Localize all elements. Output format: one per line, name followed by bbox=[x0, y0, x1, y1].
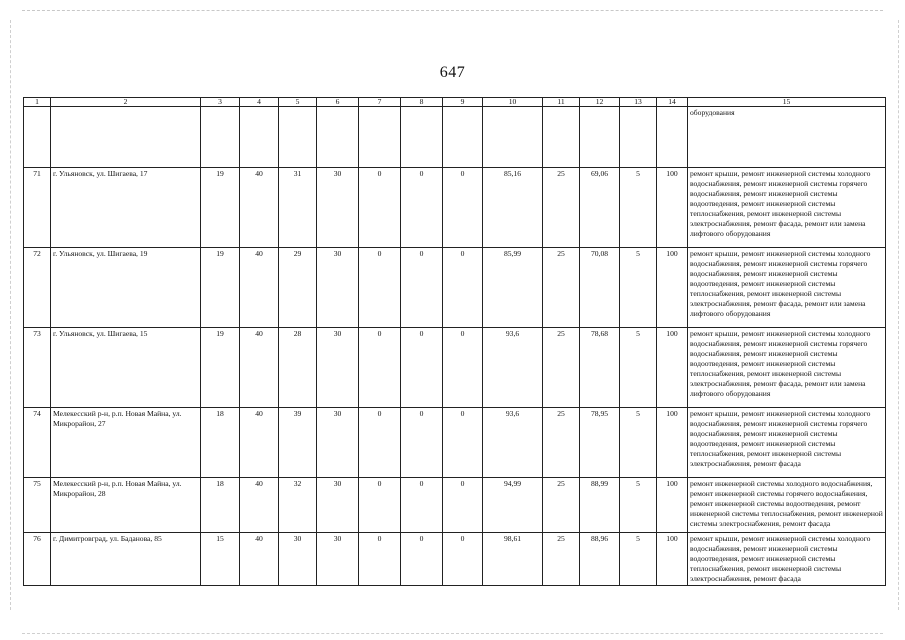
cell-value: 0 bbox=[359, 408, 401, 478]
cell-value: 100 bbox=[657, 328, 688, 408]
column-header: 1 bbox=[24, 98, 51, 107]
table-row bbox=[24, 533, 886, 586]
cell-value: 69,06 bbox=[580, 168, 620, 248]
cell-value: 31 bbox=[279, 168, 317, 248]
cell-value: 40 bbox=[240, 248, 279, 328]
cell-value: 30 bbox=[279, 533, 317, 586]
scan-edge-top bbox=[22, 10, 883, 11]
cell-value: 15 bbox=[201, 533, 240, 586]
cell-value: 0 bbox=[443, 478, 483, 533]
cell-value bbox=[240, 107, 279, 168]
scan-edge-left bbox=[10, 20, 11, 610]
cell-value: 0 bbox=[443, 248, 483, 328]
cell-value: 0 bbox=[401, 533, 443, 586]
column-header: 8 bbox=[401, 98, 443, 107]
column-header: 3 bbox=[201, 98, 240, 107]
cell-value: 0 bbox=[443, 328, 483, 408]
cell-value: 5 bbox=[620, 478, 657, 533]
cell-value: 5 bbox=[620, 328, 657, 408]
cell-value: 5 bbox=[620, 248, 657, 328]
column-header: 14 bbox=[657, 98, 688, 107]
address: г. Димитровград, ул. Баданова, 85 bbox=[51, 533, 201, 586]
cell-value: 18 bbox=[201, 478, 240, 533]
repair-program-table bbox=[23, 97, 886, 586]
cell-value bbox=[620, 107, 657, 168]
cell-value: 40 bbox=[240, 168, 279, 248]
cell-value: 0 bbox=[443, 533, 483, 586]
cell-value: 25 bbox=[543, 478, 580, 533]
cell-value: 0 bbox=[401, 408, 443, 478]
column-header: 2 bbox=[51, 98, 201, 107]
column-header: 4 bbox=[240, 98, 279, 107]
scan-edge-right bbox=[898, 20, 899, 610]
cell-value: 5 bbox=[620, 408, 657, 478]
cell-value: 5 bbox=[620, 168, 657, 248]
address: Мелекесский р-н, р.п. Новая Майна, ул. Микрорайон, 27 bbox=[51, 408, 201, 478]
cell-value: 100 bbox=[657, 408, 688, 478]
row-number: 72 bbox=[24, 248, 51, 328]
cell-value: 40 bbox=[240, 533, 279, 586]
works-list: ремонт крыши, ремонт инженерной системы холодного водоснабжения, ремонт инженерной системы горячего водоснабжения, ремонт инженерной системы водоотведения, ремонт инженерной системы теплоснабжения, ремонт инженерной системы электроснабжения, ремонт фасада, ремонт или замена лифтового оборудования bbox=[688, 328, 886, 408]
cell-value bbox=[483, 107, 543, 168]
cell-value: 0 bbox=[359, 533, 401, 586]
cell-value: 25 bbox=[543, 168, 580, 248]
cell-value: 25 bbox=[543, 408, 580, 478]
cell-value: 93,6 bbox=[483, 408, 543, 478]
works-list: ремонт инженерной системы холодного водоснабжения, ремонт инженерной системы горячего водоснабжения, ремонт инженерной системы водоотведения, ремонт инженерной системы теплоснабжения, ремонт инженерной системы электроснабжения, ремонт фасада bbox=[688, 478, 886, 533]
column-header: 12 bbox=[580, 98, 620, 107]
cell-value: 0 bbox=[359, 328, 401, 408]
cell-value bbox=[580, 107, 620, 168]
cell-value: 30 bbox=[317, 328, 359, 408]
cell-value: 0 bbox=[401, 248, 443, 328]
cell-value bbox=[401, 107, 443, 168]
cell-value: 85,99 bbox=[483, 248, 543, 328]
cell-value: 39 bbox=[279, 408, 317, 478]
cell-value: 30 bbox=[317, 478, 359, 533]
cell-value bbox=[279, 107, 317, 168]
cell-value: 98,61 bbox=[483, 533, 543, 586]
column-header: 6 bbox=[317, 98, 359, 107]
cell-value: 0 bbox=[443, 168, 483, 248]
cell-value: 19 bbox=[201, 168, 240, 248]
column-header: 15 bbox=[688, 98, 886, 107]
address bbox=[51, 107, 201, 168]
cell-value: 100 bbox=[657, 478, 688, 533]
cell-value: 78,68 bbox=[580, 328, 620, 408]
column-header: 5 bbox=[279, 98, 317, 107]
row-number: 75 bbox=[24, 478, 51, 533]
cell-value: 30 bbox=[317, 248, 359, 328]
cell-value: 32 bbox=[279, 478, 317, 533]
cell-value: 19 bbox=[201, 328, 240, 408]
cell-value bbox=[443, 107, 483, 168]
cell-value: 29 bbox=[279, 248, 317, 328]
address: г. Ульяновск, ул. Шигаева, 15 bbox=[51, 328, 201, 408]
cell-value: 19 bbox=[201, 248, 240, 328]
row-number: 74 bbox=[24, 408, 51, 478]
scan-edge-bottom bbox=[22, 633, 883, 634]
cell-value: 100 bbox=[657, 168, 688, 248]
cell-value: 100 bbox=[657, 248, 688, 328]
cell-value: 100 bbox=[657, 533, 688, 586]
cell-value: 93,6 bbox=[483, 328, 543, 408]
works-list: ремонт крыши, ремонт инженерной системы холодного водоснабжения, ремонт инженерной системы горячего водоснабжения, ремонт инженерной системы водоотведения, ремонт инженерной системы теплоснабжения, ремонт инженерной системы электроснабжения, ремонт фасада bbox=[688, 408, 886, 478]
cell-value: 0 bbox=[359, 478, 401, 533]
cell-value: 25 bbox=[543, 248, 580, 328]
cell-value: 40 bbox=[240, 408, 279, 478]
cell-value: 30 bbox=[317, 533, 359, 586]
cell-value: 30 bbox=[317, 168, 359, 248]
table-row bbox=[24, 248, 886, 328]
cell-value bbox=[657, 107, 688, 168]
address: г. Ульяновск, ул. Шигаева, 19 bbox=[51, 248, 201, 328]
column-header: 10 bbox=[483, 98, 543, 107]
column-header: 11 bbox=[543, 98, 580, 107]
cell-value: 78,95 bbox=[580, 408, 620, 478]
cell-value: 5 bbox=[620, 533, 657, 586]
column-header: 9 bbox=[443, 98, 483, 107]
row-number: 76 bbox=[24, 533, 51, 586]
works-list: оборудования bbox=[688, 107, 886, 168]
cell-value: 0 bbox=[401, 168, 443, 248]
cell-value: 94,99 bbox=[483, 478, 543, 533]
works-list: ремонт крыши, ремонт инженерной системы холодного водоснабжения, ремонт инженерной системы водоотведения, ремонт инженерной системы теплоснабжения, ремонт инженерной системы электроснабжения, ремонт фасада bbox=[688, 533, 886, 586]
cell-value: 88,96 bbox=[580, 533, 620, 586]
cell-value bbox=[201, 107, 240, 168]
address: г. Ульяновск, ул. Шигаева, 17 bbox=[51, 168, 201, 248]
column-number-row bbox=[24, 98, 886, 107]
cell-value bbox=[543, 107, 580, 168]
cell-value: 40 bbox=[240, 478, 279, 533]
works-list: ремонт крыши, ремонт инженерной системы холодного водоснабжения, ремонт инженерной системы горячего водоснабжения, ремонт инженерной системы водоотведения, ремонт инженерной системы теплоснабжения, ремонт инженерной системы электроснабжения, ремонт фасада, ремонт или замена лифтового оборудования bbox=[688, 168, 886, 248]
column-header: 13 bbox=[620, 98, 657, 107]
cell-value: 30 bbox=[317, 408, 359, 478]
table-row bbox=[24, 107, 886, 168]
cell-value: 0 bbox=[443, 408, 483, 478]
table-row bbox=[24, 168, 886, 248]
cell-value bbox=[317, 107, 359, 168]
cell-value: 0 bbox=[401, 478, 443, 533]
cell-value: 0 bbox=[359, 168, 401, 248]
column-header: 7 bbox=[359, 98, 401, 107]
cell-value: 40 bbox=[240, 328, 279, 408]
cell-value: 28 bbox=[279, 328, 317, 408]
cell-value: 18 bbox=[201, 408, 240, 478]
row-number: 71 bbox=[24, 168, 51, 248]
table-row bbox=[24, 408, 886, 478]
table-row bbox=[24, 328, 886, 408]
cell-value: 0 bbox=[401, 328, 443, 408]
cell-value: 85,16 bbox=[483, 168, 543, 248]
row-number: 73 bbox=[24, 328, 51, 408]
cell-value: 25 bbox=[543, 328, 580, 408]
cell-value: 70,08 bbox=[580, 248, 620, 328]
works-list: ремонт крыши, ремонт инженерной системы холодного водоснабжения, ремонт инженерной системы горячего водоснабжения, ремонт инженерной системы водоотведения, ремонт инженерной системы теплоснабжения, ремонт инженерной системы электроснабжения, ремонт фасада, ремонт или замена лифтового оборудования bbox=[688, 248, 886, 328]
row-number bbox=[24, 107, 51, 168]
page-number: 647 bbox=[439, 64, 466, 81]
cell-value bbox=[359, 107, 401, 168]
cell-value: 25 bbox=[543, 533, 580, 586]
cell-value: 0 bbox=[359, 248, 401, 328]
cell-value: 88,99 bbox=[580, 478, 620, 533]
table-row bbox=[24, 478, 886, 533]
address: Мелекесский р-н, р.п. Новая Майна, ул. Микрорайон, 28 bbox=[51, 478, 201, 533]
